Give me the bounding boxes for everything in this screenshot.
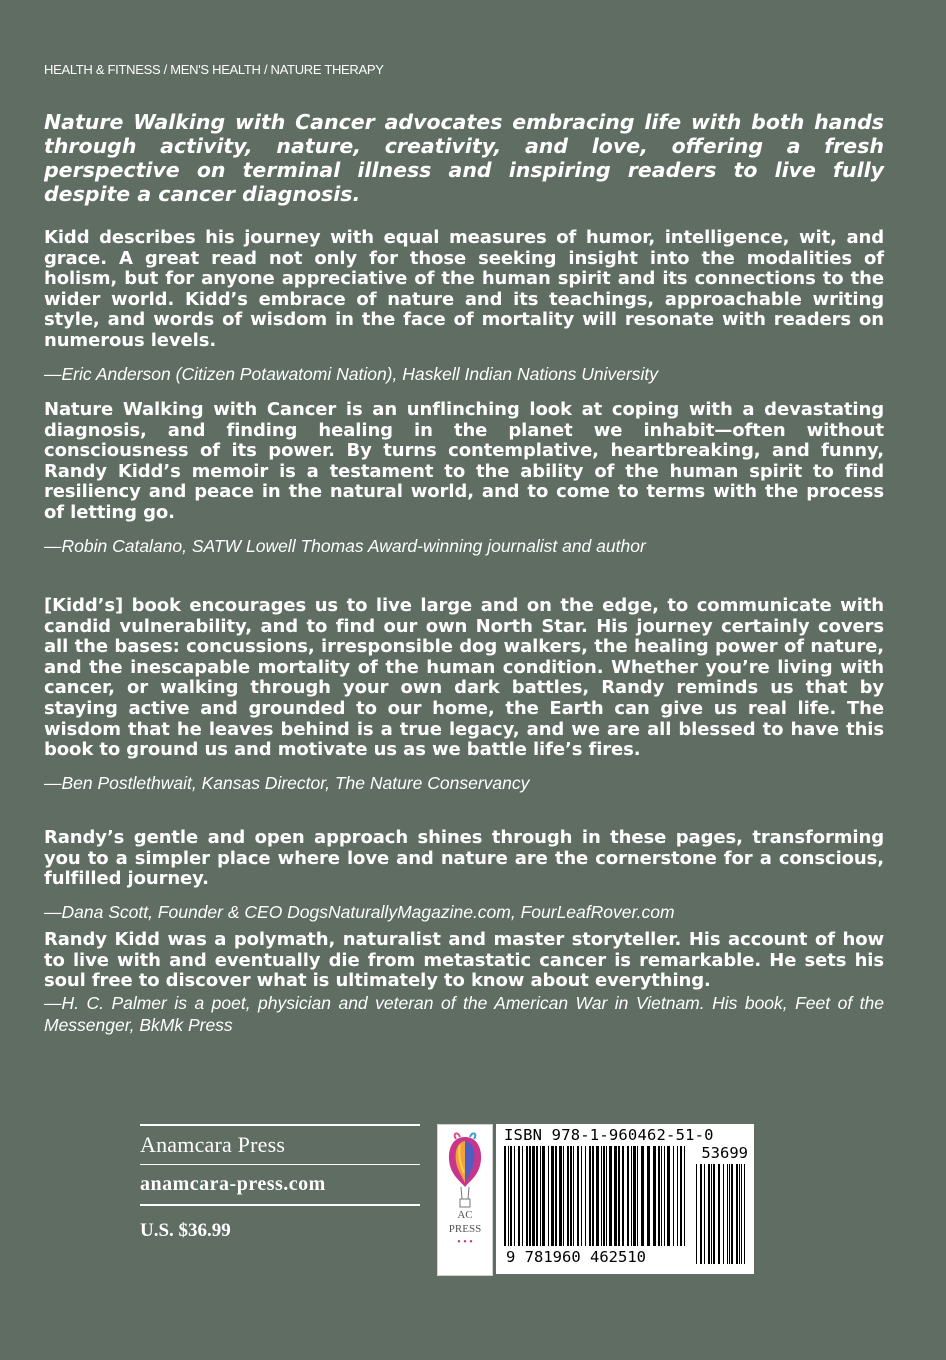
- barcode-bar: [536, 1146, 538, 1246]
- barcode-bar: [637, 1146, 638, 1246]
- barcode-bar: [744, 1164, 745, 1264]
- review-quote: [Kidd’s] book encourages us to live large and on the edge, to communicate with candid vulnerability, and to find our own North Star. His journey certainly covers all the bases: concussions, irresponsible dog walkers, the healing power of nature, and the inescapable mortality of the human condition. Whether you’re living with cancer, or walking through your own dark battles, Randy reminds us that by staying active and grounded to our home, the Earth can give us real life. The wisdom that he leaves behind is a true legacy, and we are all blessed to have this book to ground us and motivate us as we battle life’s fires.: [44, 595, 884, 761]
- barcode-bar: [581, 1146, 582, 1246]
- barcode-bar: [522, 1146, 523, 1246]
- review-postlethwait: [44, 596, 884, 794]
- barcode-bar: [680, 1146, 682, 1246]
- review-anderson: [44, 228, 884, 385]
- barcode-bar: [622, 1146, 624, 1246]
- barcode-bar: [713, 1164, 715, 1264]
- barcode-bar: [567, 1146, 569, 1246]
- review-attribution: —Eric Anderson (Citizen Potawatomi Nation), Haskell Indian Nations University: [44, 363, 659, 384]
- review-quote: Kidd describes his journey with equal measures of humor, intelligence, wit, and grace. A great read not only for those seeking insight into the modalities of holism, but for anyone appreciative of the human spirit and its connections to the wider world. Kidd’s embrace of nature and its teachings, approachable writing style, and words of wisdom in the face of mortality will resonate with readers on numerous levels.: [44, 227, 884, 351]
- barcode-bar: [577, 1146, 579, 1246]
- barcode-bar: [609, 1146, 612, 1246]
- review-quote: Randy’s gentle and open approach shines through in these pages, transforming you to a simpler place where love and nature are the cornerstone for a conscious, fulfilled journey.: [44, 827, 884, 890]
- barcode-bar: [704, 1164, 705, 1264]
- barcode-bar: [542, 1146, 545, 1246]
- review-attribution: —H. C. Palmer is a poet, physician and veteran of the American War in Vietnam. His book, Feet of the Messenger, BkMk Press: [44, 992, 884, 1035]
- review-attribution: —Ben Postlethwait, Kansas Director, The Nature Conservancy: [44, 772, 530, 793]
- publisher-url: anamcara-press.com: [140, 1173, 326, 1195]
- publisher-logo: [437, 1124, 493, 1276]
- barcode-bar: [529, 1146, 531, 1246]
- barcode-bar: [555, 1146, 557, 1246]
- barcode-bar: [739, 1164, 740, 1264]
- barcode-bar: [601, 1146, 602, 1246]
- barcode-bar: [664, 1146, 665, 1246]
- barcode-bar: [540, 1146, 541, 1246]
- divider: [140, 1164, 420, 1166]
- barcode-bar: [589, 1146, 591, 1246]
- review-quote: Nature Walking with Cancer is an unflinching look at coping with a devastating diagnosis, and finding healing in the planet we inhabit—often without consciousness of its power. By turns contemplative, heartbreaking, and funny, Randy Kidd’s memoir is a testament to the ability of the human spirit to find resiliency and peace in the natural world, and to come to terms with the process of letting go.: [44, 399, 884, 523]
- barcode-bar: [514, 1146, 515, 1246]
- barcode-bar: [585, 1146, 586, 1246]
- barcode-bar: [570, 1146, 572, 1246]
- review-palmer: [44, 930, 884, 1036]
- barcode-bar: [559, 1146, 562, 1246]
- barcode-bar: [708, 1164, 710, 1264]
- barcode-bar: [677, 1146, 678, 1246]
- logo-text-line: PRESS: [448, 1223, 482, 1235]
- barcode-bar: [606, 1146, 607, 1246]
- barcode-bar: [573, 1146, 574, 1246]
- barcode-bar: [627, 1146, 629, 1246]
- barcode-bar: [508, 1146, 509, 1246]
- barcode-bar: [592, 1146, 594, 1246]
- publisher-name: Anamcara Press: [140, 1131, 286, 1157]
- isbn-label: ISBN 978-1-960462-51-0: [504, 1126, 714, 1144]
- barcode-bar: [641, 1146, 644, 1246]
- barcode-bar: [653, 1146, 656, 1246]
- barcode-bar: [548, 1146, 549, 1246]
- barcode-bar: [731, 1164, 733, 1264]
- barcode-bar: [718, 1164, 720, 1264]
- barcode-bar: [633, 1146, 636, 1246]
- barcode-bar: [700, 1164, 702, 1264]
- barcode-bar: [631, 1146, 632, 1246]
- divider: [140, 1204, 420, 1206]
- category-line: HEALTH & FITNESS / MEN'S HEALTH / NATURE THERAPY: [44, 62, 384, 77]
- barcode-bar: [618, 1146, 620, 1246]
- barcode-bar: [504, 1146, 506, 1246]
- barcode-bar: [729, 1164, 730, 1264]
- barcode-bar: [741, 1164, 742, 1264]
- barcode-bar: [614, 1146, 617, 1246]
- barcode-bar: [696, 1164, 697, 1264]
- divider: [140, 1124, 420, 1126]
- review-attribution: —Dana Scott, Founder & CEO DogsNaturallyMagazine.com, FourLeafRover.com: [44, 901, 675, 922]
- review-catalano: [44, 400, 884, 557]
- barcode-bar: [673, 1146, 674, 1246]
- publisher-block: [140, 1124, 420, 1242]
- review-attribution: —Robin Catalano, SATW Lowell Thomas Award-winning journalist and author: [44, 535, 646, 556]
- review-scott: [44, 828, 884, 923]
- barcode-bar: [563, 1146, 564, 1246]
- barcode-bar: [647, 1146, 650, 1246]
- isbn-barcode: [496, 1124, 754, 1274]
- barcode-bar: [711, 1164, 712, 1264]
- book-blurb: Nature Walking with Cancer advocates embracing life with both hands through activity, nature, creativity, and love, offering a fresh perspective on terminal illness and inspiring readers to live fully despite a cancer diagnosis.: [44, 110, 884, 206]
- logo-dots: • • •: [457, 1237, 473, 1248]
- barcode-bar: [603, 1146, 605, 1246]
- barcode-bar: [723, 1164, 724, 1264]
- barcode-bar: [532, 1146, 535, 1246]
- barcode-bar: [684, 1146, 685, 1246]
- barcode-bar: [526, 1146, 528, 1246]
- barcode-bar: [551, 1146, 554, 1246]
- barcode-bar: [736, 1164, 738, 1264]
- logo-text-line: AC: [457, 1209, 473, 1221]
- price-label: U.S. $36.99: [140, 1219, 231, 1241]
- barcode-bar: [667, 1146, 670, 1246]
- barcode-digits: 9 781960 462510: [506, 1248, 646, 1266]
- review-quote: Randy Kidd was a polymath, naturalist and master storyteller. His account of how to live with and eventually die from metastatic cancer is remarkable. He sets his soul free to discover what is ultimately to know about everything.: [44, 929, 884, 992]
- barcode-bar: [518, 1146, 520, 1246]
- barcode-bar: [510, 1146, 512, 1246]
- barcode-addon: 53699: [701, 1144, 748, 1162]
- barcode-bar: [658, 1146, 660, 1246]
- barcode-bar: [596, 1146, 599, 1246]
- barcode-bar: [727, 1164, 728, 1264]
- barcode-bar: [661, 1146, 662, 1246]
